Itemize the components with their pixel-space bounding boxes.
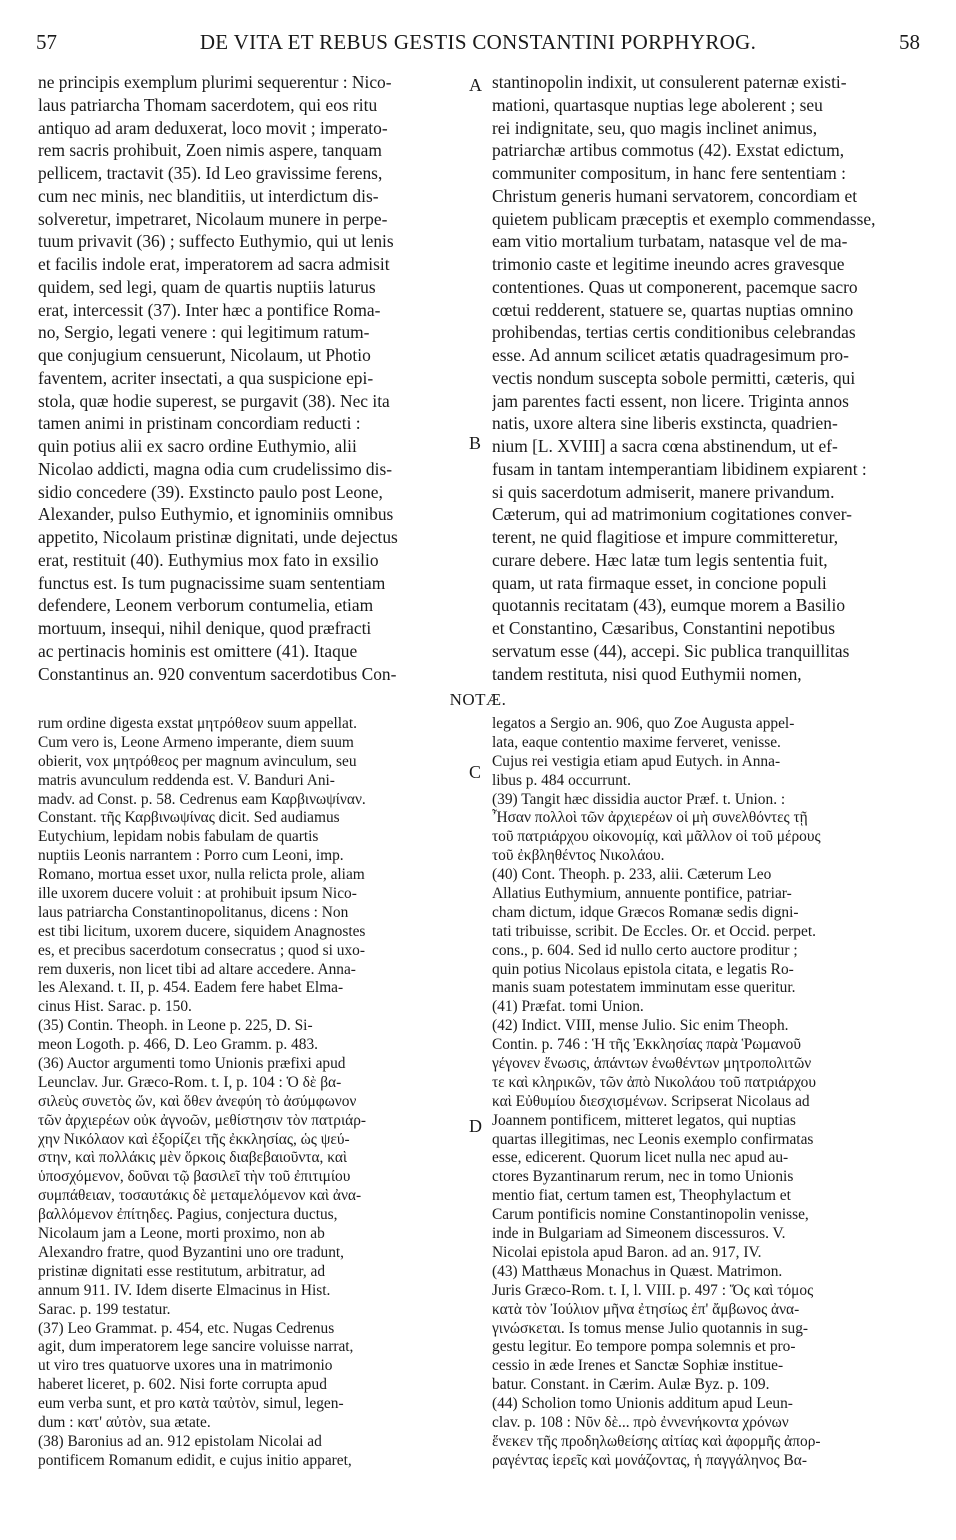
text-line: agit, dum imperatorem lege sancire voluisse narrat, xyxy=(38,1338,354,1356)
text-line: cessio in æde Irenes et Sanctæ Sophiæ institue- xyxy=(492,1357,784,1375)
text-line: Contin. p. 746 : Ἡ τῆς Ἐκκλησίας παρὰ Ῥωμανοῦ xyxy=(492,1036,801,1054)
page-number-left: 57 xyxy=(36,30,57,54)
text-line: nium [L. XVIII] a sacra cœna abstinendum, ut ef- xyxy=(492,436,838,456)
text-line: (37) Leo Grammat. p. 454, etc. Nugas Cedrenus xyxy=(38,1319,335,1337)
text-line: (39) Tangit hæc dissidia auctor Præf. t. Union. : xyxy=(492,790,786,808)
text-line: (38) Baronius ad an. 912 epistolam Nicolai ad xyxy=(38,1432,322,1450)
text-line: eum verba sunt, et pro κατὰ ταὐτὸν, simul, legen- xyxy=(38,1395,344,1413)
text-line: rum ordine digesta exstat μητρόθεον suum appellat. xyxy=(38,715,357,732)
margin-marker-b: B xyxy=(469,433,482,453)
text-line: Eutychium, lepidam nobis fabulam de quartis xyxy=(38,828,319,846)
text-line: libus p. 484 occurrunt. xyxy=(492,771,631,789)
text-line: laus patriarcha Constantinopolitanus, dicens : Non xyxy=(38,903,349,921)
text-line: nuptiis Leonis narrantem : Porro cum Leoni, imp. xyxy=(38,847,344,865)
text-line: haberet liceret, p. 602. Nisi forte corrupta apud xyxy=(38,1376,327,1394)
text-line: Nicolai epistola apud Baron. ad an. 917, IV. xyxy=(492,1243,762,1261)
text-line: Romano, mortua esset uxor, nulla relicta prole, aliam xyxy=(38,866,365,884)
text-line: esse. Ad annum scilicet ætatis quadragesimum pro- xyxy=(492,345,849,365)
text-line: terent, ne quid flagitiose et impure committeretur, xyxy=(492,527,839,547)
notes-heading: NOTÆ. xyxy=(449,690,507,709)
text-line: esse, edicerent. Quorum licet nulla nec apud au- xyxy=(492,1149,789,1167)
text-line: quin potius Nicolaus epistola citata, e legatis Ro- xyxy=(492,960,794,978)
margin-marker-a: A xyxy=(469,75,482,95)
text-line: τῶν ἀρχιερέων οὐκ ἀγνοῶν, μεθίστησιν τὸν πατριάρ- xyxy=(38,1111,366,1129)
text-line: mentio fiat, certum tamen est, Theophylactum et xyxy=(492,1187,791,1205)
text-line: tamen animi in pristinam concordiam reducti : xyxy=(38,413,361,434)
text-line: Joannem pontificem, mitteret legatos, qui nuptias xyxy=(492,1111,796,1129)
text-line: (35) Contin. Theoph. in Leone p. 225, D. Si- xyxy=(38,1017,313,1035)
text-line: legatos a Sergio an. 906, quo Zoe Augusta appel- xyxy=(492,715,795,732)
text-line: tati tribuisse, scribit. De Eccles. Or. et Occid. perpet. xyxy=(492,922,816,940)
text-line: Juris Græco-Rom. t. I, l. VIII. p. 497 : Ὅς καὶ τόμος xyxy=(492,1281,814,1299)
text-line: καὶ Εὐθυμίου διεσχισμένων. Scripserat Nicolaus ad xyxy=(492,1092,810,1110)
text-line: rem duxeris, non licet tibi ad altare accedere. Anna- xyxy=(38,960,356,978)
text-line: στην, καὶ πολλάκις μὲν ὅρκοις διαβεβαιοῦντα, καὶ xyxy=(38,1149,348,1167)
text-line: τοῦ πατριάρχου οἰκονομίᾳ, καὶ μᾶλλον οἱ τοῦ μέρους xyxy=(492,828,821,846)
page-number-right: 58 xyxy=(899,30,920,54)
text-line: (42) Indict. VIII, mense Julio. Sic enim Theoph. xyxy=(492,1017,789,1035)
text-line: stantinopolin indixit, ut consulerent paternæ existi- xyxy=(492,72,847,92)
text-line: Nicolao addicti, magna odia cum crudelissimo dis- xyxy=(38,458,393,479)
text-line: que conjugium censuerunt, Nicolaum, ut Photio xyxy=(38,345,371,365)
text-line: appetito, Nicolaum pristinæ dignitati, unde dejectus xyxy=(38,527,398,547)
text-line: γέγονεν ἕνωσις, ἁπάντων ἑνωθέντων μητροπολιτῶν xyxy=(492,1055,812,1073)
text-line: no, Sergio, legati venere : qui legitimum ratum- xyxy=(38,322,370,343)
text-line: dum : κατ' αὐτὸν, sua ætate. xyxy=(38,1413,211,1431)
text-line: quietem publicam præceptis et exemplo commendasse, xyxy=(492,208,876,229)
text-line: cinus Hist. Sarac. p. 150. xyxy=(38,998,192,1016)
text-line: Nicolaum jam a Leone, morti proximo, non ab xyxy=(38,1225,325,1243)
text-line: ut viro tres quatuorve uxores una in matrimonio xyxy=(38,1357,333,1375)
text-line: ctores Byzantinarum rerum, nec in tomo Unionis xyxy=(492,1168,794,1186)
text-line: servatum esse (44), accepi. Sic publica tranquillitas xyxy=(492,640,850,661)
text-line: (41) Præfat. tomi Union. xyxy=(492,998,644,1016)
text-line: Sarac. p. 199 testatur. xyxy=(38,1300,171,1318)
text-line: antiquo ad aram deduxerat, loco movit ; imperato- xyxy=(38,117,388,138)
text-line: clav. p. 108 : Νῦν δὲ... πρὸ ἐννενήκοντα χρόνων xyxy=(492,1413,789,1431)
notes-left-column xyxy=(38,715,470,1480)
text-line: erat, restituit (40). Euthymius mox fato in exsilio xyxy=(38,549,379,570)
text-line: trimonio caste et legitime ineundo acres gravesque xyxy=(492,254,845,274)
text-line: tuum privavit (36) ; suffecto Euthymio, qui ut lenis xyxy=(38,231,394,252)
text-line: ac pertinacis hominis est omittere (41). Itaque xyxy=(38,640,358,661)
text-line: communiter compositum, in hanc fere sententiam : xyxy=(492,163,846,183)
text-line: (36) Auctor argumenti tomo Unionis præfixi apud xyxy=(38,1055,346,1073)
text-line: batur. Constant. in Cærim. Aulæ Byz. p. 109. xyxy=(492,1376,770,1394)
text-line: meon Logoth. p. 466, D. Leo Gramm. p. 483. xyxy=(38,1036,318,1054)
text-line: tandem restituta, nisi quod Euthymii nomen, xyxy=(492,663,802,684)
notes-right-column xyxy=(492,715,922,1480)
text-line: annum 911. IV. Idem diserte Elmacinus in Hist. xyxy=(38,1281,331,1299)
text-line: χην Νικόλαον καὶ ἐξορίζει τῆς ἐκκλησίας, ὡς ψεύ- xyxy=(38,1130,350,1148)
text-line: natis, uxore altera sine liberis exstincta, quadrien- xyxy=(492,413,838,434)
text-line: pristinæ dignitati esse restitutum, arbitratur, ad xyxy=(38,1262,326,1280)
text-line: Cæterum, qui ad matrimonium cogitationes conver- xyxy=(492,504,852,525)
running-title: DE VITA ET REBUS GESTIS CONSTANTINI PORPHYROG. xyxy=(199,30,757,54)
text-line: laus patriarcha Thomam sacerdotem, qui eos ritu xyxy=(38,94,378,115)
text-line: κατὰ τὸν Ἰούλιον μῆνα ἐτησίως ἐπ' ἄμβωνος ἀνα- xyxy=(492,1300,800,1318)
text-line: solveretur, impetraret, Nicolaum munere in perpe- xyxy=(38,208,388,229)
text-line: matris avunculum reddenda est. V. Banduri Ani- xyxy=(38,771,335,789)
text-line: obierit, vox μητρόθεος per magnum avinculum, seu xyxy=(38,752,357,770)
text-line: vectis nondum suscepta sobole permitti, cæteris, qui xyxy=(492,367,856,388)
text-line: rem sacris prohibuit, Zoen nimis aspere, tanquam xyxy=(38,140,382,161)
text-line: τε καὶ κληρικῶν, τῶν ἀπὸ Νικολάου τοῦ πατριάρχου xyxy=(492,1073,816,1091)
text-line: manis suam potestatem imminutam esse queritur. xyxy=(492,979,796,997)
margin-marker-c: C xyxy=(469,762,482,782)
text-line: curare debere. Hæc latæ tum legis sententia fuit, xyxy=(492,549,828,570)
text-line: (44) Scholion tomo Unionis additum apud Leun- xyxy=(492,1395,793,1413)
text-line: rei indignitate, seu, quo magis inclinet animus, xyxy=(492,117,818,138)
text-line: si quis sacerdotum admiserit, manere privandum. xyxy=(492,481,835,502)
text-line: faventem, acriter insectati, a qua suspicione epi- xyxy=(38,367,374,388)
text-line: pellicem, tractavit (35). Id Leo gravissime ferens, xyxy=(38,163,383,183)
text-line: Cum vero is, Leone Armeno imperante, diem suum xyxy=(38,733,354,751)
text-line: Allatius Euthymium, annuente pontifice, patriar- xyxy=(492,885,792,903)
text-line: Cujus rei vestigia etiam apud Eutych. in Anna- xyxy=(492,752,781,770)
text-line: prohibendas, tertias certis conditionibus celebrandas xyxy=(492,322,856,343)
text-line: pontificem Romanum edidit, e cujus initio apparet, xyxy=(38,1451,352,1469)
text-line: Constant. τῆς Καρβινωψίνας dicit. Sed audiamus xyxy=(38,809,340,827)
text-line: stola, quæ hodie superest, se purgavit (38). Nec ita xyxy=(38,390,390,411)
text-line: Carum pontificis nomine Constantinopolin venisse, xyxy=(492,1206,809,1224)
text-line: et Constantino, Cæsaribus, Constantini nepotibus xyxy=(492,618,835,638)
text-line: βαλλόμενον ἐπίτηδες. Pagius, conjectura ductus, xyxy=(38,1206,338,1224)
text-line: quam, ut rata firmaque esset, in concione populi xyxy=(492,572,827,593)
text-line: lata, eaque contentio maxime ferveret, venisse. xyxy=(492,733,781,751)
text-line: sidio concedere (39). Exstincto paulo post Leone, xyxy=(38,481,383,502)
text-line: (43) Matthæus Monachus in Quæst. Matrimon. xyxy=(492,1262,783,1280)
text-line: Christum generis humani servatorem, concordiam et xyxy=(492,185,858,206)
text-line: les Alexand. t. II, p. 454. Eadem fere habet Elma- xyxy=(38,979,344,997)
margin-marker-d: D xyxy=(469,1116,482,1136)
text-line: quotannis recitatam (43), eumque morem a Basilio xyxy=(492,595,846,616)
text-line: gestu legitur. Eo tempore pompa solemnis et pro- xyxy=(492,1338,796,1356)
text-line: ne principis exemplum plurimi sequerentur : Nico- xyxy=(38,72,392,92)
text-line: madv. ad Const. p. 58. Cedrenus eam Καρβινωψίναν. xyxy=(38,790,366,808)
text-line: Leunclav. Jur. Græco-Rom. t. I, p. 104 : Ὁ δὲ βα- xyxy=(38,1073,342,1091)
text-line: ἕνεκεν τῆς προδηλωθείσης αἰτίας καὶ ἀφορμῆς ἀπορ- xyxy=(492,1432,821,1450)
text-line: quidem, sed legi, quam de quartis nuptiis laturus xyxy=(38,276,376,297)
text-line: σιλεὺς συνετὸς ὤν, καὶ ὅθεν ἀνεφύη τὸ ἀσύμφωνον xyxy=(38,1092,357,1110)
text-line: quin potius alii ex sacro ordine Euthymio, alii xyxy=(38,436,357,456)
text-line: (40) Cont. Theoph. p. 233, alii. Cæterum Leo xyxy=(492,866,772,884)
main-text-left-column xyxy=(38,71,470,691)
text-line: erat, intercessit (37). Inter hæc a pontifice Roma- xyxy=(38,299,381,320)
text-line: mortuum, insequi, nihil denique, quod præfracti xyxy=(38,618,372,638)
text-line: quartas illegitimas, nec Leonis exemplo confirmatas xyxy=(492,1130,814,1148)
text-line: jam parentes facti essent, non licere. Triginta annos xyxy=(492,390,849,411)
text-line: Constantinus an. 920 conventum sacerdotibus Con- xyxy=(38,663,397,684)
text-line: defendere, Leonem verborum contumelia, etiam xyxy=(38,595,374,616)
text-line: patriarchæ artibus commotus (42). Exstat edictum, xyxy=(492,140,845,161)
running-header xyxy=(36,30,920,60)
text-line: es, et precibus sacerdotum consecratus ; quod si uxo- xyxy=(38,941,365,959)
text-line: cœtui redderent, statuere se, quartas nuptias omnino xyxy=(492,299,854,320)
text-line: Ἦσαν πολλοὶ τῶν ἀρχιερέων οἱ μὴ συνελθόντες τῇ xyxy=(492,809,808,827)
text-line: et facilis indole erat, imperatorem ad sacra admisit xyxy=(38,254,390,274)
text-line: Alexandro fratre, quod Byzantini uno ore tradunt, xyxy=(38,1243,345,1261)
text-line: συμπάθειαν, τοσαυτάκις δὲ μεταμελόμενον καὶ ἀνα- xyxy=(38,1187,362,1205)
text-line: ραγέντας ἱερεῖς καὶ μονάζοντας, ἡ παγγάληνος Βα- xyxy=(492,1451,807,1469)
text-line: Alexander, pulso Euthymio, et ignominiis omnibus xyxy=(38,504,394,525)
text-line: est tibi licitum, uxorem ducere, siquidem Anagnostes xyxy=(38,922,366,940)
main-text-right-column xyxy=(492,71,922,691)
text-line: fusam in tantam intemperantiam libidinem expiarent : xyxy=(492,458,867,479)
text-line: ὑποσχόμενον, δοῦναι τῷ βασιλεῖ τὴν τοῦ ἐπιτιμίου xyxy=(38,1168,351,1186)
text-line: cons., p. 604. Sed id nullo certo auctore proditur ; xyxy=(492,941,798,959)
text-line: cum nec minis, nec blanditiis, ut interdictum dis- xyxy=(38,185,379,206)
text-line: cham dictum, idque Græcos Romanæ sedis digni- xyxy=(492,903,799,921)
text-line: mationi, quartasque nuptias lege abolerent ; seu xyxy=(492,94,823,115)
text-line: contentiones. Quas ut componerent, pacemque sacro xyxy=(492,276,858,297)
text-line: τοῦ ἐκβληθέντος Νικολάου. xyxy=(492,847,665,865)
text-line: ille uxorem ducere voluit : at prohibuit ipsum Nico- xyxy=(38,885,357,903)
text-line: functus est. Is tum pugnacissime suam sententiam xyxy=(38,572,386,593)
text-line: γινώσκεται. Is tomus mense Julio quotannis in sug- xyxy=(492,1319,809,1337)
text-line: eam vitio mortalium turbatam, natasque vel de ma- xyxy=(492,231,848,252)
text-line: inde in Bulgariam ad Simeonem discessuros. V. xyxy=(492,1225,786,1243)
